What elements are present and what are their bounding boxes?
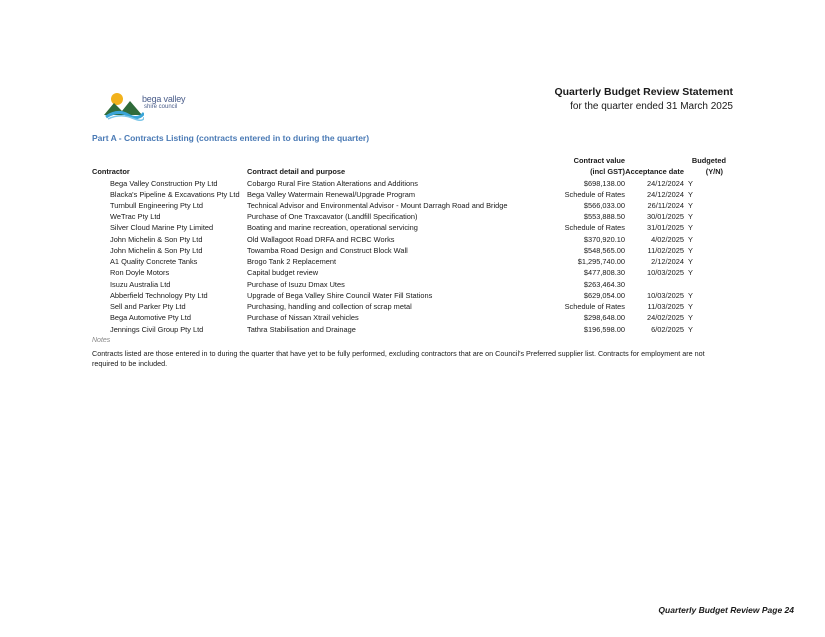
cell-detail: Purchase of One Traxcavator (Landfill Specification): [247, 212, 418, 221]
header-value-bottom: (incl GST): [590, 167, 625, 176]
header-budgeted-bottom: (Y/N): [705, 167, 723, 176]
cell-contractor: Silver Cloud Marine Pty Limited: [110, 223, 214, 232]
cell-date: 24/12/2024: [647, 179, 684, 188]
cell-detail: Upgrade of Bega Valley Shire Council Water Fill Stations: [247, 291, 433, 300]
cell-budgeted: Y: [688, 190, 693, 199]
header-contractor: Contractor: [92, 167, 130, 176]
notes-label: Notes: [92, 337, 111, 344]
cell-value: $548,565.00: [583, 246, 625, 255]
cell-detail: Towamba Road Design and Construct Block Wall: [247, 246, 408, 255]
cell-detail: Tathra Stabilisation and Drainage: [247, 325, 356, 334]
cell-date: 10/03/2025: [647, 291, 684, 300]
cell-budgeted: Y: [688, 302, 693, 311]
logo-subtext: shire council: [144, 104, 178, 110]
cell-budgeted: Y: [688, 313, 693, 322]
cell-contractor: Turnbull Engineering Pty Ltd: [110, 201, 203, 210]
cell-contractor: Blacka's Pipeline & Excavations Pty Ltd: [110, 190, 240, 199]
cell-date: 11/02/2025: [647, 246, 684, 255]
cell-date: 11/03/2025: [647, 302, 684, 311]
header-budgeted-top: Budgeted: [691, 156, 726, 165]
cell-value: Schedule of Rates: [564, 223, 625, 232]
cell-contractor: Bega Automotive Pty Ltd: [110, 313, 191, 322]
cell-date: 6/02/2025: [651, 325, 684, 334]
cell-value: $370,920.10: [583, 235, 625, 244]
section-title: Part A - Contracts Listing (contracts entered in to during the quarter): [92, 133, 370, 143]
cell-contractor: John Michelin & Son Pty Ltd: [110, 235, 203, 244]
cell-budgeted: Y: [688, 268, 693, 277]
cell-detail: Purchase of Isuzu Dmax Utes: [247, 280, 345, 289]
cell-value: Schedule of Rates: [564, 190, 625, 199]
logo-text: bega valley: [142, 94, 186, 104]
cell-contractor: Bega Valley Construction Pty Ltd: [110, 179, 218, 188]
cell-budgeted: Y: [688, 212, 693, 221]
cell-value: $298,648.00: [583, 313, 625, 322]
cell-date: 26/11/2024: [647, 201, 684, 210]
cell-value: $629,054.00: [583, 291, 625, 300]
page-title: Quarterly Budget Review Statement: [554, 86, 733, 98]
cell-budgeted: Y: [688, 223, 693, 232]
council-logo: [104, 91, 190, 121]
cell-contractor: Sell and Parker Pty Ltd: [110, 302, 186, 311]
cell-date: 2/12/2024: [651, 257, 684, 266]
cell-value: Schedule of Rates: [564, 302, 625, 311]
header-date: Acceptance date: [625, 167, 684, 176]
cell-value: $553,888.50: [583, 212, 625, 221]
cell-budgeted: Y: [688, 201, 693, 210]
notes-text: Contracts listed are those entered in to during the quarter that have yet to be fully performed, excluding contractors that are on Council's Preferred supplier list. Contracts for employment are not required to be included.: [92, 349, 705, 368]
cell-contractor: A1 Quality Concrete Tanks: [110, 257, 198, 266]
cell-budgeted: Y: [688, 291, 693, 300]
cell-detail: Brogo Tank 2 Replacement: [247, 257, 337, 266]
page-subtitle: for the quarter ended 31 March 2025: [570, 101, 733, 112]
cell-value: $196,598.00: [583, 325, 625, 334]
cell-detail: Purchase of Nissan Xtrail vehicles: [247, 313, 359, 322]
cell-contractor: Ron Doyle Motors: [110, 268, 170, 277]
cell-budgeted: Y: [688, 257, 693, 266]
cell-contractor: Isuzu Australia Ltd: [110, 280, 171, 289]
page-footer: Quarterly Budget Review Page 24: [658, 605, 794, 615]
cell-value: $477,808.30: [583, 268, 625, 277]
cell-detail: Cobargo Rural Fire Station Alterations and Additions: [247, 179, 418, 188]
cell-budgeted: Y: [688, 235, 693, 244]
cell-contractor: Abberfield Technology Pty Ltd: [110, 291, 208, 300]
cell-contractor: Jennings Civil Group Pty Ltd: [110, 325, 204, 334]
header-value-top: Contract value: [573, 156, 625, 165]
cell-contractor: WeTrac Pty Ltd: [110, 212, 161, 221]
cell-detail: Old Wallagoot Road DRFA and RCBC Works: [247, 235, 395, 244]
cell-date: 10/03/2025: [647, 268, 684, 277]
cell-detail: Bega Valley Watermain Renewal/Upgrade Program: [247, 190, 416, 199]
cell-detail: Boating and marine recreation, operational servicing: [247, 223, 418, 232]
cell-value: $566,033.00: [583, 201, 625, 210]
cell-detail: Technical Advisor and Environmental Advisor - Mount Darragh Road and Bridge: [247, 201, 508, 210]
cell-budgeted: Y: [688, 325, 693, 334]
cell-detail: Purchasing, handling and collection of scrap metal: [247, 302, 412, 311]
cell-contractor: John Michelin & Son Pty Ltd: [110, 246, 203, 255]
cell-value: $1,295,740.00: [577, 257, 625, 266]
logo-mark-icon: [104, 91, 144, 121]
cell-value: $263,464.30: [583, 280, 625, 289]
cell-budgeted: Y: [688, 246, 693, 255]
cell-date: 4/02/2025: [651, 235, 684, 244]
cell-date: 24/02/2025: [647, 313, 684, 322]
cell-date: 30/01/2025: [647, 212, 684, 221]
cell-date: 24/12/2024: [647, 190, 684, 199]
cell-date: 31/01/2025: [647, 223, 684, 232]
header-detail: Contract detail and purpose: [247, 167, 346, 176]
cell-value: $698,138.00: [583, 179, 625, 188]
cell-budgeted: Y: [688, 179, 693, 188]
cell-detail: Capital budget review: [247, 268, 319, 277]
